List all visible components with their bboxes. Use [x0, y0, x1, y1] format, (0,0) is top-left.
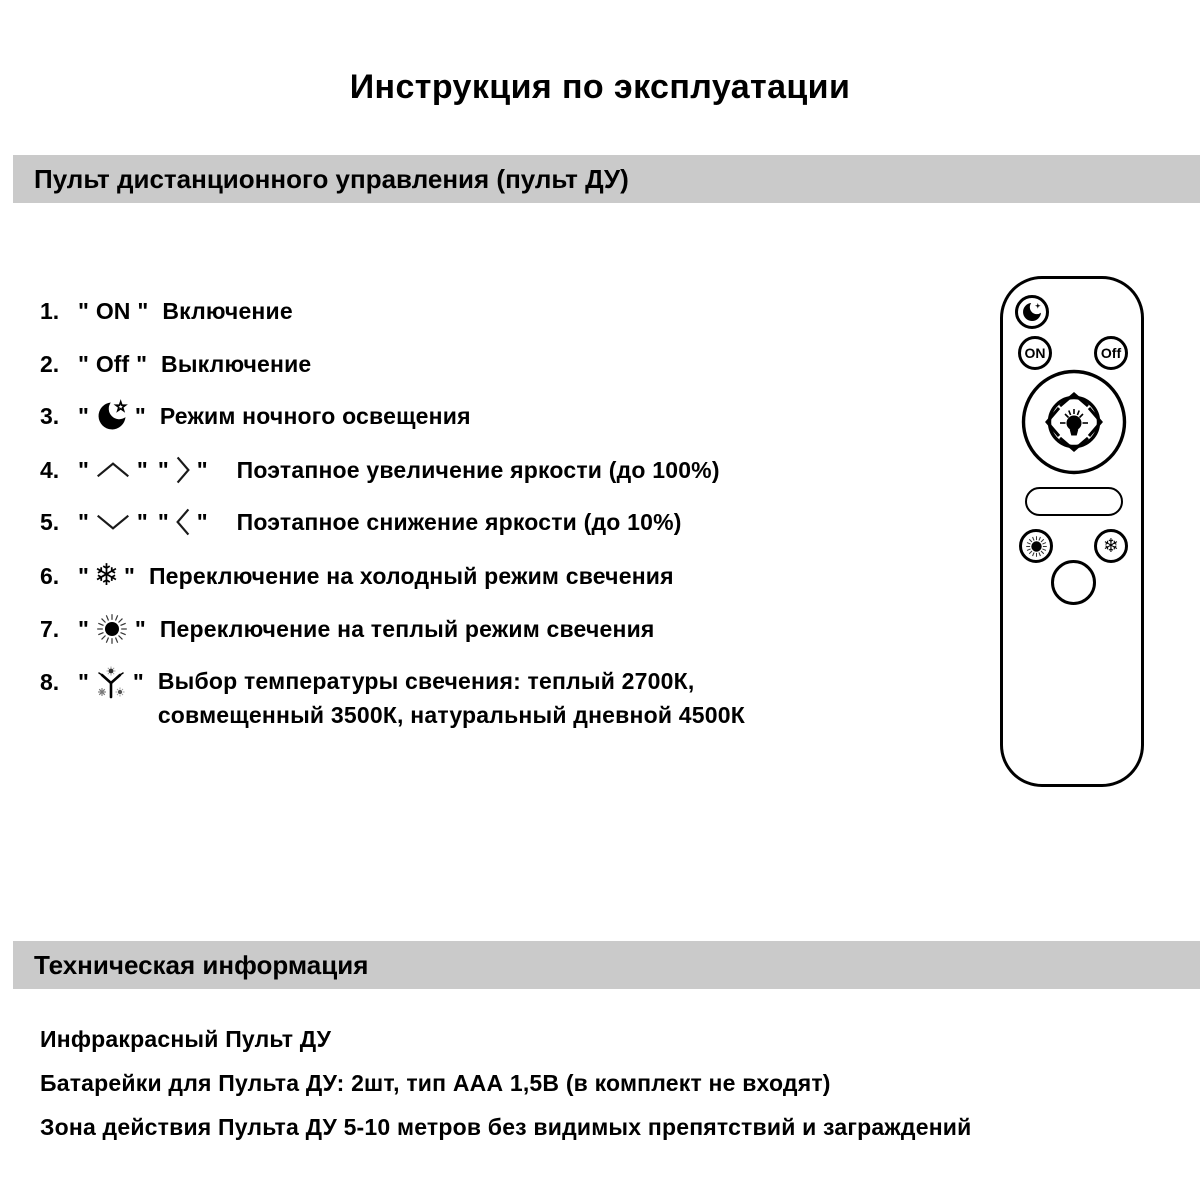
item-text: Поэтапное увеличение яркости (до 100%) — [236, 456, 720, 483]
cold-mode-button — [1094, 529, 1128, 563]
list-item-off — [40, 346, 311, 382]
list-item-brightness-down — [40, 504, 682, 540]
tech-info-line: Зона действия Пульта ДУ 5-10 метров без видимых препятствий и заграждений — [40, 1114, 972, 1140]
on-button — [1018, 336, 1052, 370]
snowflake-icon: ❄ — [1103, 535, 1119, 557]
quote-mark: " — [132, 669, 144, 695]
quote-mark: " — [196, 508, 208, 535]
page-title: Инструкция по эксплуатации — [349, 68, 851, 106]
section-header-remote — [13, 155, 1200, 203]
quote-mark: " — [157, 508, 169, 535]
chevron-down-icon — [94, 513, 132, 531]
item-number: 2. — [40, 350, 60, 377]
item-text-line1: Выбор температуры свечения: теплый 2700К, — [157, 668, 695, 694]
chevron-left-icon — [174, 506, 192, 538]
quote-mark: " — [134, 402, 146, 429]
item-text: Выключение — [161, 350, 312, 377]
sun-icon — [94, 611, 130, 647]
quote-mark: " — [134, 615, 146, 642]
quote-mark: " — [136, 350, 148, 377]
item-text: Поэтапное снижение яркости (до 10%) — [236, 508, 682, 535]
item-text: Включение — [162, 297, 293, 324]
item-text: Режим ночного освещения — [159, 402, 471, 429]
tech-info-line: Инфракрасный Пульт ДУ — [40, 1026, 332, 1052]
round-button — [1051, 560, 1096, 605]
night-mode-button — [1015, 295, 1049, 329]
quote-mark: " — [124, 562, 135, 589]
section-header-tech — [13, 941, 1200, 989]
section-header-remote-label: Пульт дистанционного управления (пульт ДУ) — [34, 163, 629, 194]
quote-mark: " — [78, 508, 89, 535]
list-item-on — [40, 293, 293, 329]
list-item-night-mode — [40, 398, 471, 434]
item-number: 3. — [40, 402, 60, 429]
on-button-label: ON — [1024, 345, 1046, 361]
item-number: 5. — [40, 508, 60, 535]
quote-mark: " — [78, 456, 89, 483]
off-button-label: Off — [1100, 345, 1122, 361]
remote-control-illustration — [1000, 276, 1144, 787]
off-button — [1094, 336, 1128, 370]
warm-mode-button — [1019, 529, 1053, 563]
item-number: 8. — [40, 669, 60, 695]
item-number: 6. — [40, 562, 60, 589]
quote-mark: " — [78, 350, 89, 377]
on-button-label: ON — [95, 297, 131, 324]
item-text-line2: совмещенный 3500К, натуральный дневной 4500К — [157, 702, 745, 728]
list-item-temperature-select — [40, 664, 745, 732]
item-text — [158, 664, 745, 732]
brightness-dpad — [1019, 367, 1129, 477]
quote-mark: " — [196, 456, 208, 483]
list-item-cold-mode — [40, 558, 674, 594]
quote-mark: " — [78, 297, 89, 324]
quote-mark: " — [136, 456, 148, 483]
snowflake-icon: ❄ — [93, 558, 120, 593]
quote-mark: " — [157, 456, 169, 483]
light-bulb-icon — [1060, 409, 1088, 436]
item-number: 1. — [40, 297, 60, 324]
item-text: Переключение на теплый режим свечения — [159, 615, 655, 642]
color-temperature-select-icon — [94, 666, 128, 702]
quote-mark: " — [136, 508, 148, 535]
quote-mark: " — [78, 562, 89, 589]
off-button-label: Off — [95, 350, 130, 377]
chevron-right-icon — [174, 454, 192, 486]
chevron-up-icon — [94, 461, 132, 479]
quote-mark: " — [78, 669, 89, 695]
list-item-warm-mode — [40, 611, 655, 647]
quote-mark: " — [78, 402, 89, 429]
item-number: 7. — [40, 615, 60, 642]
quote-mark: " — [78, 615, 89, 642]
item-text: Переключение на холодный режим свечения — [148, 562, 674, 589]
crescent-moon-icon — [94, 398, 130, 434]
section-header-tech-label: Техническая информация — [34, 949, 369, 980]
tech-info-line: Батарейки для Пульта ДУ: 2шт, тип ААА 1,5В (в комплект не входят) — [40, 1070, 831, 1096]
quote-mark: " — [137, 297, 149, 324]
item-number: 4. — [40, 456, 60, 483]
list-item-brightness-up — [40, 452, 720, 488]
pill-button — [1025, 487, 1123, 516]
